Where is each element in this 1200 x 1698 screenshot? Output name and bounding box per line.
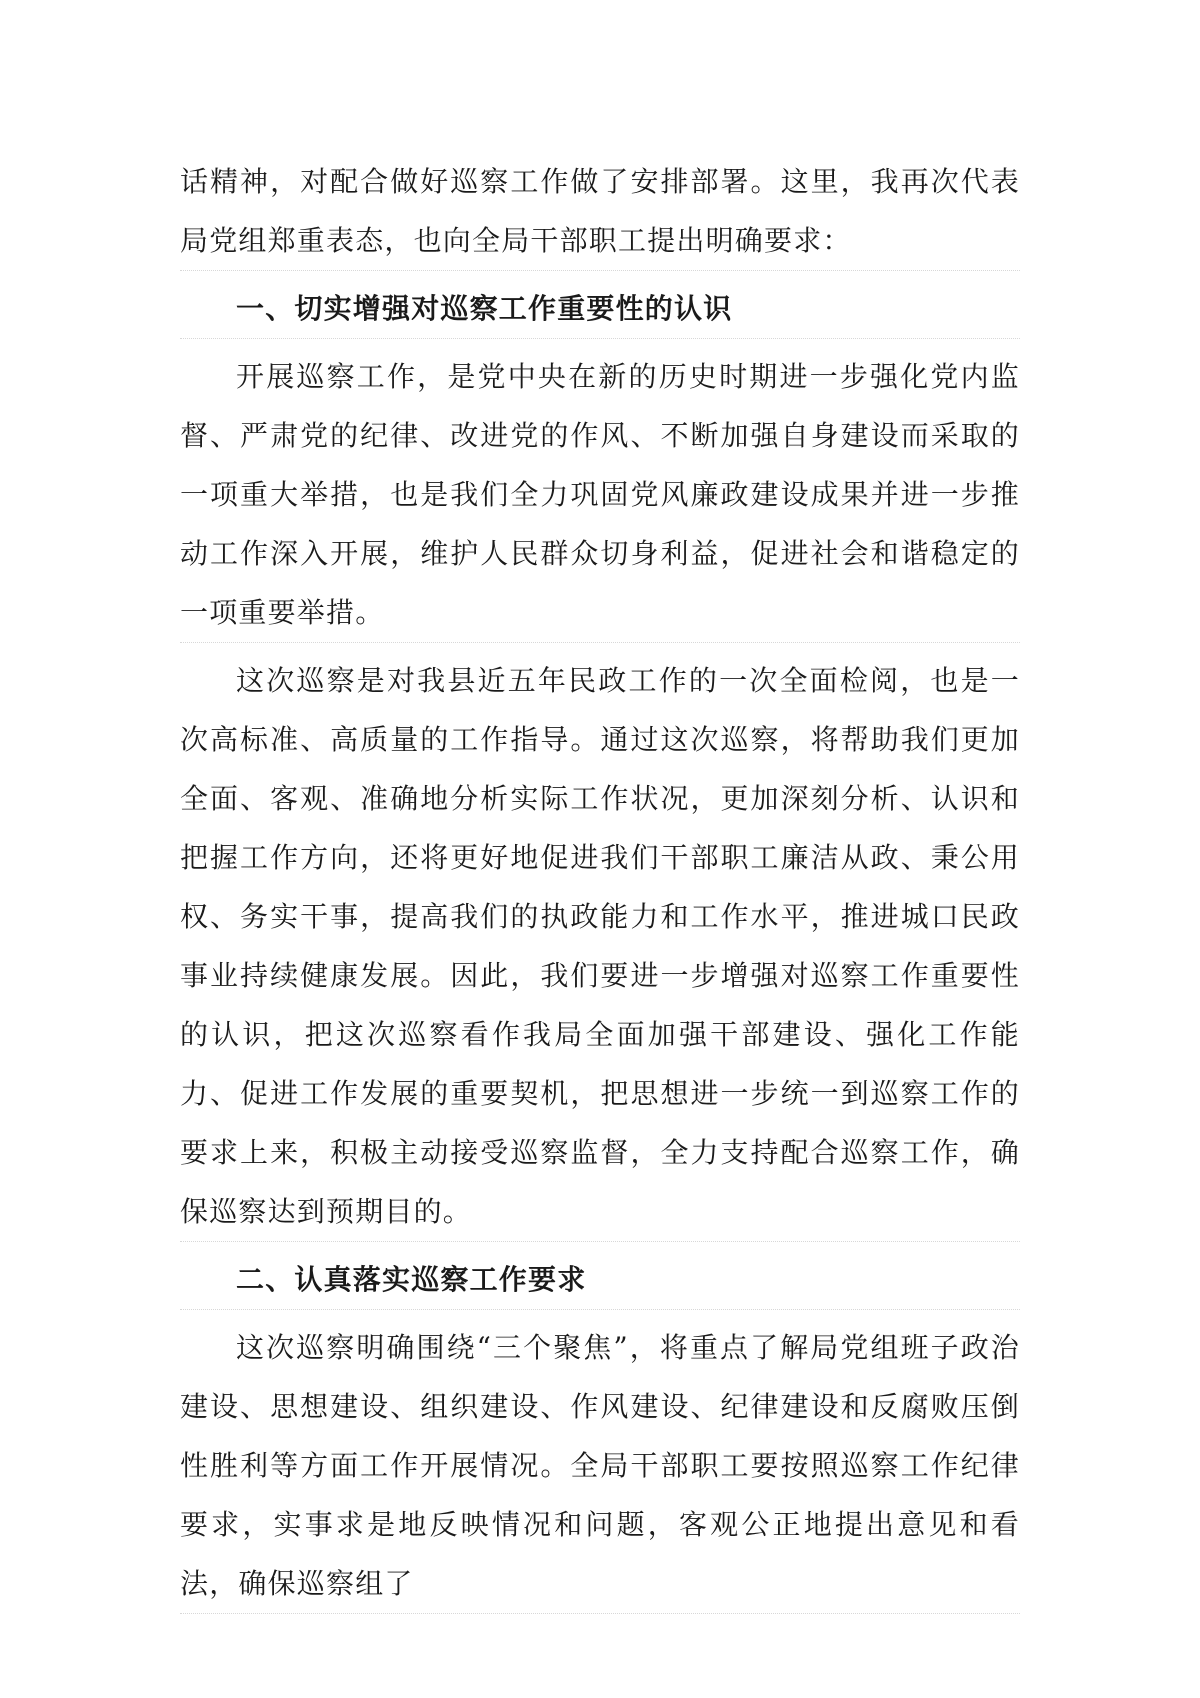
section-heading-1: 一、切实增强对巡察工作重要性的认识 bbox=[180, 279, 1020, 339]
paragraph-2: 这次巡察是对我县近五年民政工作的一次全面检阅，也是一次高标准、高质量的工作指导。通过这次巡察，将帮助我们更加全面、客观、准确地分析实际工作状况，更加深刻分析、认识和把握工作方向，还将更好地促进我们干部职工廉洁从政、秉公用权、务实干事，提高我们的执政能力和工作水平，推进城口民政事业持续健康发展。因此，我们要进一步增强对巡察工作重要性的认识，把这次巡察看作我局全面加强干部建设、强化工作能力、促进工作发展的重要契机，把思想进一步统一到巡察工作的要求上来，积极主动接受巡察监督，全力支持配合巡察工作，确保巡察达到预期目的。 bbox=[180, 651, 1020, 1242]
spacer bbox=[180, 271, 1020, 279]
spacer bbox=[180, 1242, 1020, 1250]
spacer bbox=[180, 339, 1020, 347]
paragraph-intro: 话精神，对配合做好巡察工作做了安排部署。这里，我再次代表局党组郑重表态，也向全局干部职工提出明确要求： bbox=[180, 152, 1020, 271]
spacer bbox=[180, 1310, 1020, 1318]
paragraph-3: 这次巡察明确围绕“三个聚焦”，将重点了解局党组班子政治建设、思想建设、组织建设、作风建设、纪律建设和反腐败压倒性胜利等方面工作开展情况。全局干部职工要按照巡察工作纪律要求，实事求是地反映情况和问题，客观公正地提出意见和看法，确保巡察组了 bbox=[180, 1318, 1020, 1614]
section-heading-2: 二、认真落实巡察工作要求 bbox=[180, 1250, 1020, 1310]
spacer bbox=[180, 643, 1020, 651]
document-body bbox=[180, 152, 1020, 1614]
paragraph-1: 开展巡察工作，是党中央在新的历史时期进一步强化党内监督、严肃党的纪律、改进党的作风、不断加强自身建设而采取的一项重大举措，也是我们全力巩固党风廉政建设成果并进一步推动工作深入开展，维护人民群众切身利益，促进社会和谐稳定的一项重要举措。 bbox=[180, 347, 1020, 643]
